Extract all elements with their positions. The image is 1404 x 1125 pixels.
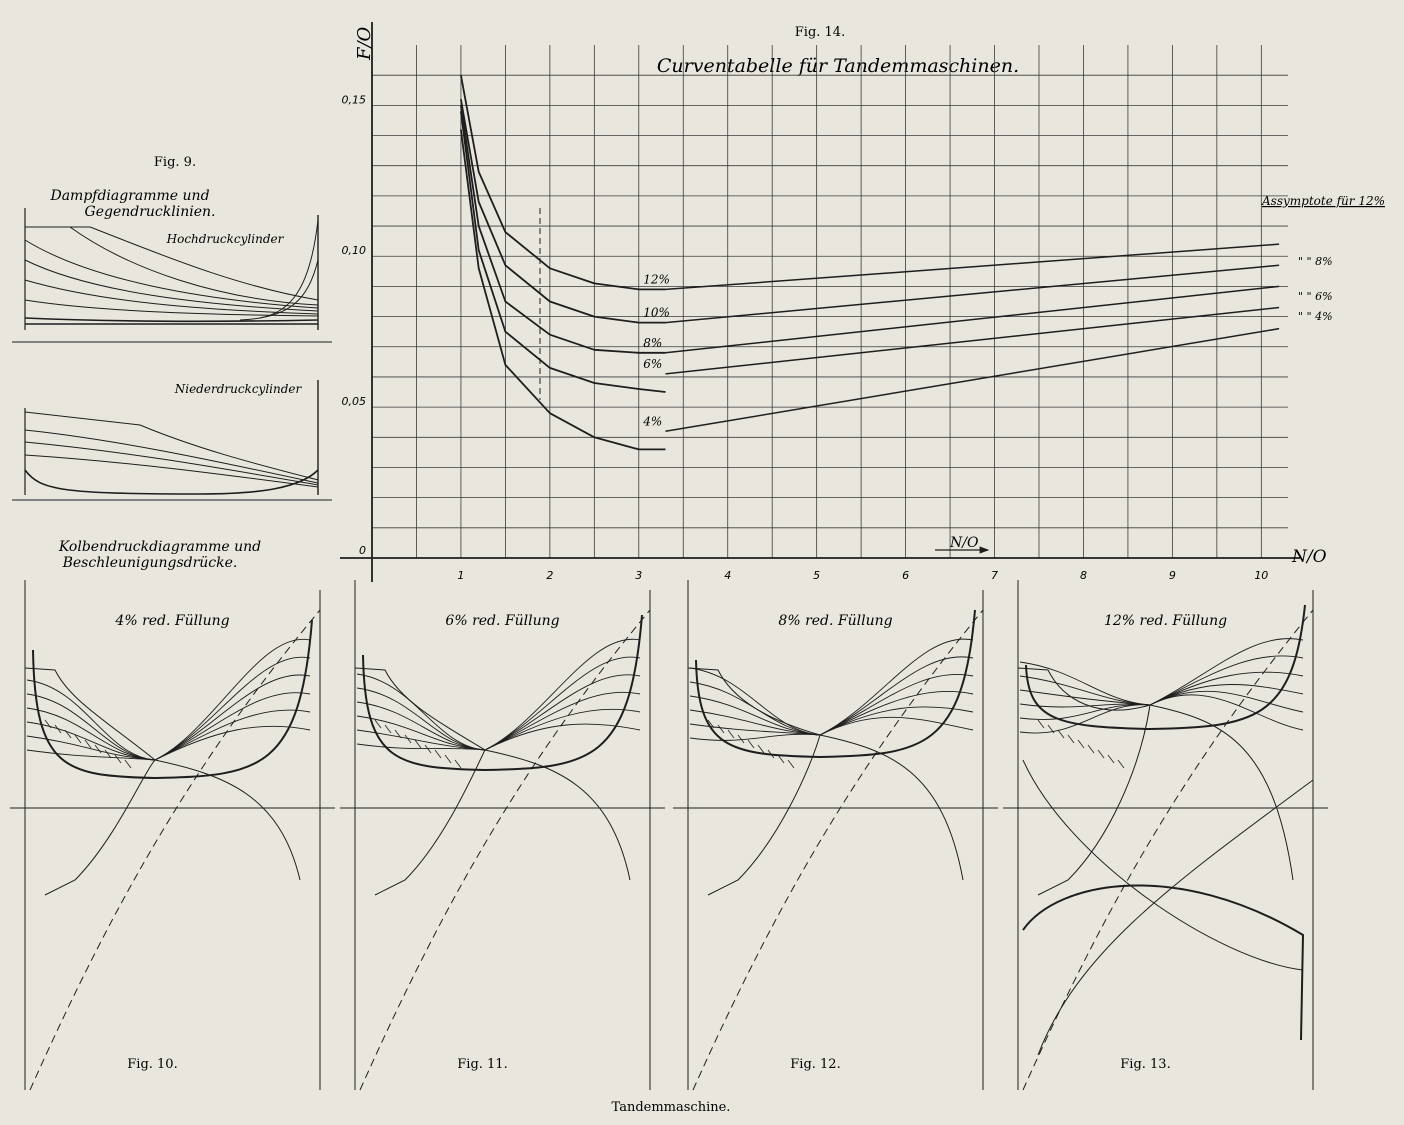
- hatch-tick: [115, 755, 121, 763]
- fig11-piston-diagram: [340, 580, 665, 1090]
- inertia-line: [375, 750, 485, 895]
- steam-line: [688, 668, 963, 880]
- fig14-label: Fig. 14.: [794, 25, 846, 40]
- hatch-tick: [45, 720, 51, 728]
- combined-pressure-curve: [696, 610, 975, 757]
- pressure-line: [485, 657, 640, 750]
- hatch-tick: [1038, 720, 1044, 728]
- x-tick-label: 6: [902, 569, 910, 582]
- combined-pressure-curve: [33, 620, 312, 778]
- y-tick-label: 0,15: [341, 93, 366, 107]
- series-label: 4%: [643, 414, 663, 429]
- pressure-line: [27, 694, 155, 760]
- series-asymptote: [665, 286, 1279, 352]
- y-axis-label: F/O: [354, 26, 375, 60]
- acceleration-line: [360, 610, 650, 1090]
- fig9-title-line1: Dampfdiagramme und: [50, 188, 210, 204]
- hatch-tick: [455, 760, 461, 768]
- x-tick-label: 7: [991, 569, 999, 582]
- y-tick-label: 0,10: [341, 244, 366, 258]
- steam-line: [25, 668, 300, 880]
- inertia-line: [708, 735, 820, 895]
- fig13-label: Fig. 13.: [1120, 1057, 1171, 1072]
- acceleration-line: [1023, 610, 1313, 1090]
- hatch-tick: [435, 750, 441, 758]
- asymptote-label-4: " " 4%: [1298, 310, 1333, 323]
- asymptote-label-6: " " 6%: [1298, 290, 1333, 303]
- hatch-tick: [385, 725, 391, 733]
- hatch-tick: [425, 745, 431, 753]
- inertia-line: [45, 760, 155, 895]
- hatch-tick: [788, 760, 794, 768]
- hp-cylinder-label: Hochdruckcylinder: [166, 232, 284, 246]
- hatch-tick: [1088, 745, 1094, 753]
- lp-cylinder-label: Niederdruckcylinder: [174, 382, 302, 396]
- pressure-line: [155, 639, 310, 760]
- acceleration-line: [693, 610, 983, 1090]
- x-tick-label: 4: [724, 569, 732, 582]
- lp-diagram: [12, 380, 332, 500]
- hatch-tick: [758, 745, 764, 753]
- pressure-line: [155, 693, 310, 760]
- chart-grid: [372, 45, 1288, 558]
- pressure-line: [1150, 656, 1303, 705]
- combined-pressure-curve: [363, 615, 642, 770]
- hatch-tick: [748, 740, 754, 748]
- fig9-title-line2: Gegendrucklinien.: [84, 204, 216, 220]
- hatch-tick: [95, 745, 101, 753]
- fig11-title: 6% red. Füllung: [445, 613, 560, 629]
- asymptote-label-8: " " 8%: [1298, 255, 1333, 268]
- pressure-line: [1150, 695, 1303, 730]
- hatch-tick: [125, 760, 131, 768]
- hatch-tick: [375, 720, 381, 728]
- y-tick-label: 0: [359, 544, 366, 557]
- x-axis-arrow: [935, 535, 988, 551]
- pressure-line: [820, 674, 973, 735]
- fig13-title: 12% red. Füllung: [1103, 613, 1228, 629]
- piston-title-line1: Kolbendruckdiagramme und: [58, 539, 262, 555]
- hatch-tick: [1068, 735, 1074, 743]
- pressure-line: [155, 710, 310, 760]
- fig10-title: 4% red. Füllung: [115, 613, 230, 629]
- chart-series-labels: [642, 272, 670, 428]
- series-curve: [461, 75, 666, 289]
- hatch-tick: [1108, 755, 1114, 763]
- hatch-tick: [445, 755, 451, 763]
- pressure-line: [485, 639, 640, 750]
- x-tick-label: 10: [1254, 569, 1269, 582]
- y-tick-label: 0,05: [341, 395, 366, 409]
- x-tick-label: 2: [546, 569, 554, 582]
- series-label: 12%: [643, 272, 670, 287]
- steam-line: [355, 668, 630, 880]
- fig12-piston-diagram: [673, 580, 998, 1090]
- x-axis-label: N/O: [1292, 547, 1327, 567]
- sheet-caption: Tandemmaschine.: [611, 1100, 731, 1115]
- series-asymptote: [665, 265, 1279, 322]
- pressure-line: [1150, 672, 1303, 705]
- pressure-line: [1150, 684, 1303, 705]
- series-asymptote: [665, 329, 1279, 432]
- fig10-piston-diagram: [10, 580, 335, 1090]
- fig9-diagram: [12, 155, 332, 571]
- x-tick-label: 8: [1079, 569, 1087, 582]
- inertia-line: [1038, 705, 1150, 895]
- series-curve: [461, 111, 666, 392]
- x-tick-label: 3: [635, 569, 643, 582]
- fig11-label: Fig. 11.: [457, 1057, 508, 1072]
- inertia-line-3: [1023, 760, 1303, 970]
- chart-series-group: [461, 75, 1279, 449]
- hatch-tick: [1078, 740, 1084, 748]
- x-tick-label: 9: [1168, 569, 1176, 582]
- acceleration-line: [30, 610, 320, 1090]
- x-axis-arrow-label: N/O: [950, 535, 979, 551]
- chart-title: Curventabelle für Tandemmaschinen.: [656, 55, 1020, 77]
- pressure-line: [1020, 676, 1150, 705]
- steam-line: [1018, 668, 1293, 880]
- piston-diagrams: [10, 580, 1328, 1090]
- piston-title-line2: Beschleunigungsdrücke.: [62, 555, 238, 571]
- series-label: 6%: [643, 356, 663, 371]
- asymptote-label: Assymptote für 12%: [1262, 194, 1385, 208]
- pressure-line: [690, 734, 820, 740]
- x-tick-label: 1: [457, 569, 465, 582]
- hp-diagram: [12, 208, 332, 342]
- hatch-tick: [738, 735, 744, 743]
- series-label: 8%: [643, 335, 663, 350]
- hatch-tick: [728, 730, 734, 738]
- hatch-tick: [1098, 750, 1104, 758]
- fig13-piston-diagram: [1003, 580, 1328, 1090]
- x-tick-label: 5: [813, 569, 821, 582]
- pressure-line: [820, 639, 973, 735]
- pressure-line: [485, 709, 640, 750]
- hatch-tick: [65, 730, 71, 738]
- fig9-label: Fig. 9.: [153, 155, 197, 170]
- series-label: 10%: [643, 305, 670, 320]
- hatch-tick: [1058, 730, 1064, 738]
- fig12-title: 8% red. Füllung: [778, 613, 893, 629]
- fig10-label: Fig. 10.: [127, 1057, 178, 1072]
- pressure-line: [820, 717, 973, 735]
- series-asymptote: [665, 308, 1279, 374]
- series-asymptote: [665, 244, 1279, 289]
- fig14-chart: [340, 22, 1385, 582]
- hatch-tick: [718, 725, 724, 733]
- fig12-label: Fig. 12.: [790, 1057, 841, 1072]
- pressure-line: [27, 722, 155, 760]
- hatch-tick: [1118, 760, 1124, 768]
